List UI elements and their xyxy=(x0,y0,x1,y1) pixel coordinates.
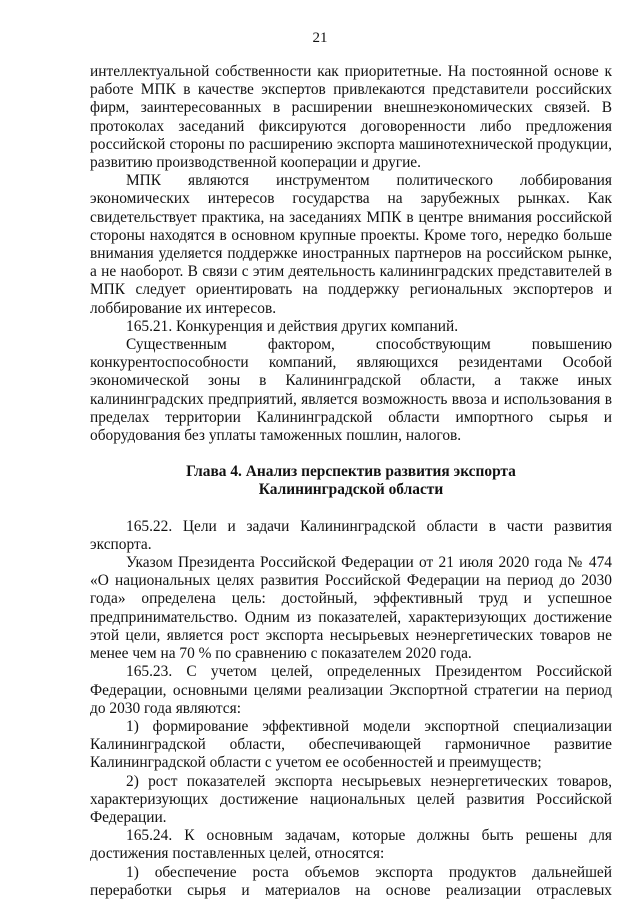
paragraph: Существенным фактором, способствующим повышению конкурентоспособности компаний, являющихся резидентами Особой экономической зоны в Калининградской области, а также иных калининградских предприятий, является возможность ввоза и использования в пределах территории Калининградской области импортного сырья и оборудования без уплаты таможенных пошлин, налогов. xyxy=(90,336,612,445)
spacer xyxy=(90,500,612,518)
paragraph: МПК являются инструментом политического лоббирования экономических интересов государства на зарубежных рынках. Как свидетельствует практика, на заседаниях МПК в центре внимания российской стороны находятся в основном крупные проекты. Кроме того, нередко больше внимания уделяется поддержке иностранных партнеров на российском рынке, а не наоборот. В связи с этим деятельность калининградских представителей в МПК следует ориентировать на поддержку региональных экспортеров и лоббирование их интересов. xyxy=(90,172,612,317)
paragraph: 165.23. С учетом целей, определенных Президентом Российской Федерации, основными целями реализации Экспортной стратегии на период до 2030 года являются: xyxy=(90,663,612,717)
page-number: 21 xyxy=(312,30,328,46)
chapter-title-line-1: Глава 4. Анализ перспектив развития экспорта xyxy=(186,463,516,481)
bottom-paragraphs xyxy=(90,518,612,900)
paragraph: Указом Президента Российской Федерации от 21 июля 2020 года № 474 «О национальных целях развития Российской Федерации на период до 2030 года» определена цель: достойный, эффективный труд и успешное предпринимательство. Одним из показателей, характеризующих достижение этой цели, является рост экспорта несырьевых неэнергетических товаров не менее чем на 70 % по сравнению с показателем 2020 года. xyxy=(90,554,612,663)
document-body xyxy=(90,63,612,900)
top-paragraphs xyxy=(90,63,612,445)
paragraph: 165.21. Конкуренция и действия других компаний. xyxy=(126,317,459,335)
paragraph: 1) формирование эффективной модели экспортной специализации Калининградской области, обеспечивающей гармоничное развитие Калининградской области с учетом ее особенностей и преимуществ; xyxy=(90,717,612,772)
paragraph: 165.24. К основным задачам, которые должны быть решены для достижения поставленных целей, относятся: xyxy=(90,827,612,863)
chapter-title-line-2: Калининградской области xyxy=(258,481,444,499)
paragraph: 165.22. Цели и задачи Калининградской области в части развития экспорта. xyxy=(90,517,612,553)
paragraph: интеллектуальной собственности как приоритетные. На постоянной основе к работе МПК в качестве экспертов привлекаются представители российских фирм, заинтересованных в расширении внешнеэкономических связей. В протоколах заседаний фиксируются договоренности либо предложения российской стороны по расширению экспорта машинотехнической продукции, развитию производственной кооперации и другие. xyxy=(90,63,612,172)
paragraph: 1) обеспечение роста объемов экспорта продуктов дальнейшей переработки сырья и материалов на основе реализации отраслевых xyxy=(90,863,612,899)
spacer xyxy=(90,445,612,463)
paragraph: 2) рост показателей экспорта несырьевых неэнергетических товаров, характеризующих достижение национальных целей развития Российской Федерации. xyxy=(90,772,612,826)
chapter-heading xyxy=(90,463,612,499)
